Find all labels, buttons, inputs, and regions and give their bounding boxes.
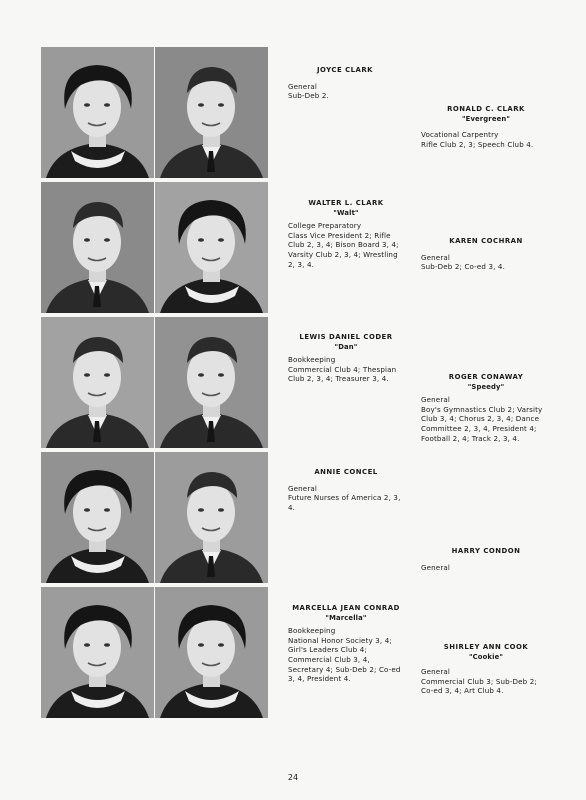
photo-roger-conaway bbox=[155, 317, 268, 448]
photo-karen-cochran bbox=[155, 182, 268, 313]
student-name: RONALD C. CLARK bbox=[447, 105, 525, 113]
student-activities: Commercial Club 4; Thespian Club 2, 3, 4; Treasurer 3, 4. bbox=[288, 364, 397, 384]
student-course: General bbox=[288, 483, 318, 493]
student-course: Bookkeeping bbox=[288, 626, 336, 636]
photo-walter-clark bbox=[41, 182, 154, 313]
student-activities: Sub-Deb 2; Co-ed 3, 4. bbox=[421, 262, 506, 272]
student-name: KAREN COCHRAN bbox=[449, 237, 523, 245]
photo-shirley-cook bbox=[155, 587, 268, 718]
student-course: General bbox=[421, 667, 451, 677]
student-course: Bookkeeping bbox=[288, 355, 336, 365]
entry-joyce-clark bbox=[288, 66, 402, 101]
student-nickname: "Dan" bbox=[334, 342, 358, 351]
entry-karen-cochran bbox=[421, 237, 551, 272]
student-name: MARCELLA JEAN CONRAD bbox=[292, 604, 400, 612]
entry-marcella-conrad bbox=[288, 604, 404, 684]
student-activities: Sub-Deb 2. bbox=[288, 91, 329, 101]
student-nickname: "Walt" bbox=[333, 208, 359, 217]
page-number: 24 bbox=[287, 773, 299, 782]
student-name: LEWIS DANIEL CODER bbox=[299, 333, 393, 341]
student-nickname: "Cookie" bbox=[468, 652, 504, 661]
student-activities: Boy's Gymnastics Club 2; Varsity Club 3, 4; Chorus 2, 3, 4; Dance Committee 2, 3, 4, President 4; Football 2, 4; Track 2, 3, 4. bbox=[421, 404, 543, 443]
student-activities: National Honor Society 3, 4; Girl's Leaders Club 4; Commercial Club 3, 4, Secretary 4; Sub-Deb 2; Co-ed 3, 4, President 4. bbox=[288, 635, 401, 684]
student-name: ANNIE CONCEL bbox=[314, 468, 378, 476]
student-course: General bbox=[421, 395, 451, 405]
photo-annie-concel bbox=[41, 452, 154, 583]
student-activities: Future Nurses of America 2, 3, 4. bbox=[288, 493, 401, 512]
photo-marcella-conrad bbox=[41, 587, 154, 718]
student-name: WALTER L. CLARK bbox=[308, 199, 384, 207]
entry-lewis-coder bbox=[288, 333, 404, 384]
photo-lewis-coder bbox=[41, 317, 154, 448]
student-nickname: "Speedy" bbox=[467, 382, 505, 391]
student-nickname: "Marcella" bbox=[325, 613, 367, 622]
entry-annie-concel bbox=[288, 468, 404, 512]
photo-harry-condon bbox=[155, 452, 268, 583]
photo-joyce-clark bbox=[41, 47, 154, 178]
student-activities: Class Vice President 2; Rifle Club 2, 3, 4; Bison Board 3, 4; Varsity Club 2, 3, 4; Wrestling 2, 3, 4. bbox=[288, 230, 399, 269]
student-course: General bbox=[421, 562, 451, 572]
student-name: SHIRLEY ANN COOK bbox=[443, 643, 529, 651]
student-name: HARRY CONDON bbox=[451, 547, 521, 555]
student-name: ROGER CONAWAY bbox=[448, 373, 524, 381]
entry-ronald-clark bbox=[421, 105, 551, 149]
student-course: College Preparatory bbox=[288, 221, 362, 231]
entry-roger-conaway bbox=[421, 373, 551, 443]
student-course: Vocational Carpentry bbox=[421, 130, 499, 140]
entry-harry-condon bbox=[421, 547, 551, 572]
photo-ronald-clark bbox=[155, 47, 268, 178]
entry-shirley-cook bbox=[421, 643, 551, 696]
student-activities: Rifle Club 2, 3; Speech Club 4. bbox=[421, 139, 534, 149]
student-nickname: "Evergreen" bbox=[461, 114, 511, 123]
entry-walter-clark bbox=[288, 199, 404, 269]
student-activities: Commercial Club 3; Sub-Deb 2; Co-ed 3, 4; Art Club 4. bbox=[421, 676, 537, 696]
student-name: JOYCE CLARK bbox=[316, 66, 373, 74]
student-course: General bbox=[421, 252, 451, 262]
student-course: General bbox=[288, 81, 318, 91]
